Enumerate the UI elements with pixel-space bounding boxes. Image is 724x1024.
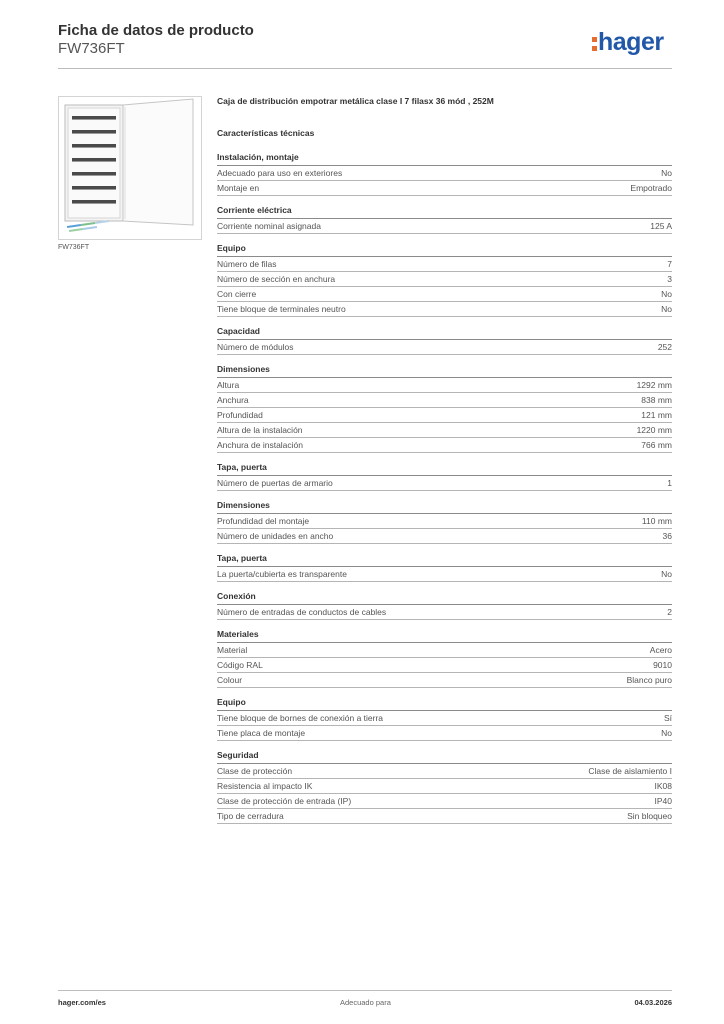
spec-row bbox=[217, 673, 672, 688]
spec-group bbox=[217, 553, 672, 582]
spec-row bbox=[217, 408, 672, 423]
spec-group bbox=[217, 462, 672, 491]
spec-label: Con cierre bbox=[217, 289, 257, 299]
spec-row bbox=[217, 605, 672, 620]
spec-row bbox=[217, 166, 672, 181]
spec-row bbox=[217, 438, 672, 453]
spec-group-title: Seguridad bbox=[217, 750, 672, 764]
spec-group-title: Dimensiones bbox=[217, 364, 672, 378]
spec-row bbox=[217, 476, 672, 491]
spec-row bbox=[217, 219, 672, 234]
spec-label: Tipo de cerradura bbox=[217, 811, 284, 821]
spec-value: 110 mm bbox=[641, 516, 672, 526]
spec-label: Número de entradas de conductos de cables bbox=[217, 607, 387, 617]
spec-value: No bbox=[661, 289, 672, 299]
spec-value: IK08 bbox=[654, 781, 672, 791]
spec-group-title: Instalación, montaje bbox=[217, 152, 672, 166]
spec-row bbox=[217, 764, 672, 779]
spec-label: Tiene bloque de terminales neutro bbox=[217, 304, 346, 314]
spec-label: Resistencia al impacto IK bbox=[217, 781, 313, 791]
spec-row bbox=[217, 257, 672, 272]
spec-value: 252 bbox=[657, 342, 672, 352]
spec-value: 1220 mm bbox=[636, 425, 672, 435]
spec-row bbox=[217, 567, 672, 582]
product-specs bbox=[217, 96, 672, 833]
spec-group bbox=[217, 243, 672, 317]
spec-row bbox=[217, 643, 672, 658]
spec-label: Material bbox=[217, 645, 248, 655]
spec-group bbox=[217, 205, 672, 234]
spec-group bbox=[217, 629, 672, 688]
spec-label: Altura de la instalación bbox=[217, 425, 303, 435]
spec-row bbox=[217, 302, 672, 317]
spec-row bbox=[217, 658, 672, 673]
spec-value: 2 bbox=[667, 607, 672, 617]
spec-label: Adecuado para uso en exteriores bbox=[217, 168, 343, 178]
spec-value: No bbox=[661, 304, 672, 314]
spec-label: Número de filas bbox=[217, 259, 277, 269]
spec-label: Corriente nominal asignada bbox=[217, 221, 321, 231]
spec-row bbox=[217, 340, 672, 355]
spec-group-title: Corriente eléctrica bbox=[217, 205, 672, 219]
spec-row bbox=[217, 272, 672, 287]
spec-row bbox=[217, 514, 672, 529]
spec-group-title: Materiales bbox=[217, 629, 672, 643]
footer-note: Adecuado para bbox=[340, 998, 391, 1007]
spec-value: IP40 bbox=[654, 796, 672, 806]
spec-value: 766 mm bbox=[641, 440, 672, 450]
spec-group-title: Conexión bbox=[217, 591, 672, 605]
spec-group bbox=[217, 697, 672, 741]
spec-group bbox=[217, 152, 672, 196]
spec-value: 36 bbox=[662, 531, 672, 541]
spec-value: 1292 mm bbox=[636, 380, 672, 390]
spec-label: Número de puertas de armario bbox=[217, 478, 333, 488]
spec-label: Anchura bbox=[217, 395, 249, 405]
spec-row bbox=[217, 393, 672, 408]
spec-value: 838 mm bbox=[641, 395, 672, 405]
product-image bbox=[58, 96, 202, 240]
footer-divider bbox=[58, 990, 672, 991]
spec-value: 121 mm bbox=[641, 410, 672, 420]
spec-label: Profundidad bbox=[217, 410, 263, 420]
spec-label: La puerta/cubierta es transparente bbox=[217, 569, 347, 579]
spec-group bbox=[217, 500, 672, 544]
spec-group bbox=[217, 364, 672, 453]
spec-group bbox=[217, 591, 672, 620]
footer-date: 04.03.2026 bbox=[634, 998, 672, 1007]
header-divider bbox=[58, 68, 672, 69]
spec-row bbox=[217, 794, 672, 809]
spec-value: 9010 bbox=[653, 660, 672, 670]
spec-label: Tiene placa de montaje bbox=[217, 728, 306, 738]
spec-value: Sí bbox=[663, 713, 672, 723]
spec-label: Código RAL bbox=[217, 660, 263, 670]
spec-label: Colour bbox=[217, 675, 243, 685]
hager-logo bbox=[592, 28, 664, 57]
spec-label: Tiene bloque de bornes de conexión a tierra bbox=[217, 713, 384, 723]
spec-value: Clase de aislamiento I bbox=[588, 766, 672, 776]
spec-value: No bbox=[661, 728, 672, 738]
spec-value: 3 bbox=[667, 274, 672, 284]
spec-label: Clase de protección bbox=[217, 766, 293, 776]
spec-value: Empotrado bbox=[630, 183, 672, 193]
spec-label: Altura bbox=[217, 380, 240, 390]
product-code: FW736FT bbox=[58, 40, 125, 57]
spec-label: Número de sección en anchura bbox=[217, 274, 336, 284]
spec-group bbox=[217, 750, 672, 824]
spec-value: Acero bbox=[649, 645, 672, 655]
spec-row bbox=[217, 378, 672, 393]
spec-value: No bbox=[661, 569, 672, 579]
spec-group-title: Equipo bbox=[217, 243, 672, 257]
spec-label: Número de módulos bbox=[217, 342, 294, 352]
spec-value: 7 bbox=[667, 259, 672, 269]
spec-label: Montaje en bbox=[217, 183, 260, 193]
spec-row bbox=[217, 779, 672, 794]
spec-row bbox=[217, 809, 672, 824]
spec-value: No bbox=[661, 168, 672, 178]
spec-row bbox=[217, 726, 672, 741]
spec-label: Número de unidades en ancho bbox=[217, 531, 334, 541]
spec-group bbox=[217, 326, 672, 355]
spec-value: 1 bbox=[667, 478, 672, 488]
spec-label: Profundidad del montaje bbox=[217, 516, 310, 526]
spec-row bbox=[217, 181, 672, 196]
spec-value: Sin bloqueo bbox=[627, 811, 672, 821]
spec-row bbox=[217, 711, 672, 726]
spec-groups bbox=[217, 152, 672, 824]
logo-dots-icon bbox=[592, 37, 597, 51]
spec-group-title: Tapa, puerta bbox=[217, 462, 672, 476]
image-caption: FW736FT bbox=[58, 244, 90, 251]
distribution-box-illustration bbox=[59, 97, 201, 239]
page-title: Ficha de datos de producto bbox=[58, 22, 254, 39]
spec-value: Blanco puro bbox=[626, 675, 672, 685]
footer-website: hager.com/es bbox=[58, 998, 106, 1007]
spec-group-title: Dimensiones bbox=[217, 500, 672, 514]
spec-group-title: Capacidad bbox=[217, 326, 672, 340]
logo-text: hager bbox=[598, 28, 664, 56]
product-description: Caja de distribución empotrar metálica clase I 7 filasx 36 mód , 252M bbox=[217, 96, 494, 106]
spec-row bbox=[217, 287, 672, 302]
spec-label: Clase de protección de entrada (IP) bbox=[217, 796, 352, 806]
spec-row bbox=[217, 423, 672, 438]
spec-value: 125 A bbox=[650, 221, 672, 231]
spec-group-title: Tapa, puerta bbox=[217, 553, 672, 567]
spec-row bbox=[217, 529, 672, 544]
spec-label: Anchura de instalación bbox=[217, 440, 304, 450]
spec-group-title: Equipo bbox=[217, 697, 672, 711]
section-title: Características técnicas bbox=[217, 128, 315, 138]
